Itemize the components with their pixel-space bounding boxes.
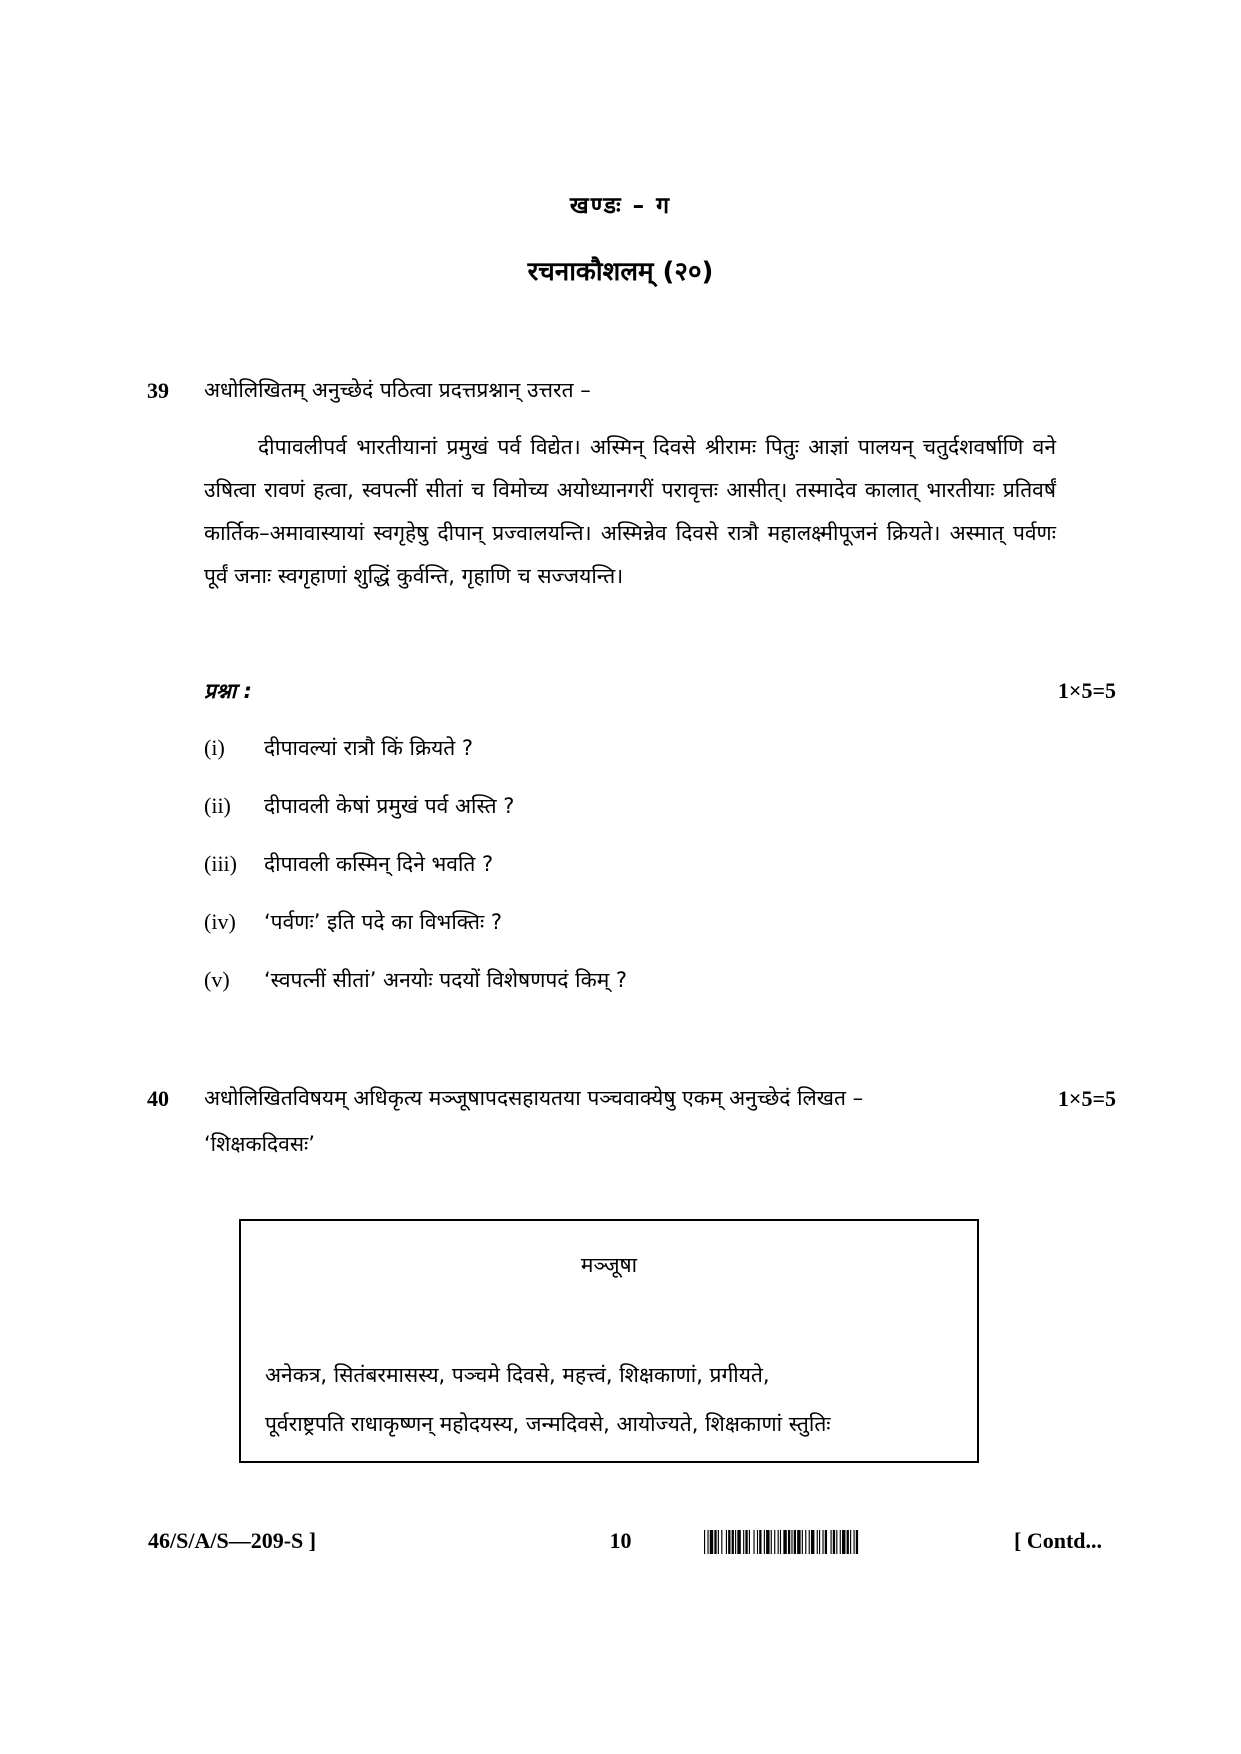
question-40-number: 40 [147, 1086, 169, 1111]
section-subtitle: रचनाकौशलम् (२०) [527, 257, 714, 287]
sub-question-text: दीपावली कस्मिन् दिने भवति ? [264, 852, 494, 876]
question-40-instruction: अधोलिखितविषयम् अधिकृत्य मञ्जूषापदसहायतया पञ्चवाक्येषु एकम् अनुच्छेदं लिखत – [204, 1086, 864, 1110]
barcode [704, 1530, 1014, 1554]
question-39-marks: 1×5=5 [1057, 678, 1116, 703]
sub-question-v [204, 966, 627, 994]
continued-label: [ Contd... [1014, 1528, 1103, 1553]
sub-question-number: (iv) [204, 909, 236, 934]
sub-question-text: ‘स्वपत्नीं सीतां’ अनयोः पदयों विशेषणपदं किम् ? [264, 968, 628, 992]
sub-question-text: दीपावल्यां रात्रौ किं क्रियते ? [264, 736, 474, 760]
prashna-label: प्रश्ना : [204, 679, 252, 703]
sub-question-number: (i) [204, 735, 225, 760]
manjusha-words-line-2: पूर्वराष्ट्रपति राधाकृष्णन् महोदयस्य, जन्मदिवसे, आयोज्यते, शिक्षकाणां स्तुतिः [265, 1412, 831, 1436]
passage: दीपावलीपर्व भारतीयानां प्रमुखं पर्व विद्येत। अस्मिन् दिवसे श्रीरामः पितुः आज्ञां पालयन् चतुर्दशवर्षाणि वने उषित्वा रावणं हत्वा, स्वपत्नीं सीतां च विमोच्य अयोध्यानगरीं परावृत्तः आसीत्। तस्मादेव कालात् भारतीयाः प्रतिवर्षं कार्तिक–अमावास्यायां स्वगृहेषु दीपान् प्रज्वालयन्ति। अस्मिन्नेव दिवसे रात्रौ महालक्ष्मीपूजनं क्रियते। अस्मात् पर्वणः पूर्वं जनाः स्वगृहाणां शुद्धिं कुर्वन्ति, गृहाणि च सज्जयन्ति। [204, 435, 1056, 588]
sub-question-i [204, 734, 473, 762]
manjusha-words-line-1: अनेकत्र, सितंबरमासस्य, पञ्चमे दिवसे, महत्त्वं, शिक्षकाणां, प्रगीयते, [265, 1363, 770, 1387]
manjusha-title: मञ्जूषा [580, 1253, 638, 1277]
page-number: 10 [609, 1528, 632, 1553]
manjusha-box [239, 1219, 979, 1463]
sub-question-iii [204, 850, 493, 878]
question-39-instruction: अधोलिखितम् अनुच्छेदं पठित्वा प्रदत्तप्रश्नान् उत्तरत – [204, 378, 591, 402]
sub-question-iv [204, 908, 502, 936]
section-title: खण्डः – ग [569, 193, 672, 219]
sub-question-number: (iii) [204, 851, 237, 876]
paper-code: 46/S/A/S—209-S ] [148, 1528, 317, 1553]
sub-question-text: ‘पर्वणः’ इति पदे का विभक्तिः ? [264, 910, 503, 934]
sub-question-number: (ii) [204, 793, 231, 818]
question-39-number: 39 [147, 378, 169, 403]
sub-question-ii [204, 792, 514, 820]
question-40-marks: 1×5=5 [1057, 1086, 1116, 1111]
question-40-topic: ‘शिक्षकदिवसः’ [204, 1132, 315, 1156]
sub-question-text: दीपावली केषां प्रमुखं पर्व अस्ति ? [264, 794, 515, 818]
sub-question-number: (v) [204, 967, 230, 992]
